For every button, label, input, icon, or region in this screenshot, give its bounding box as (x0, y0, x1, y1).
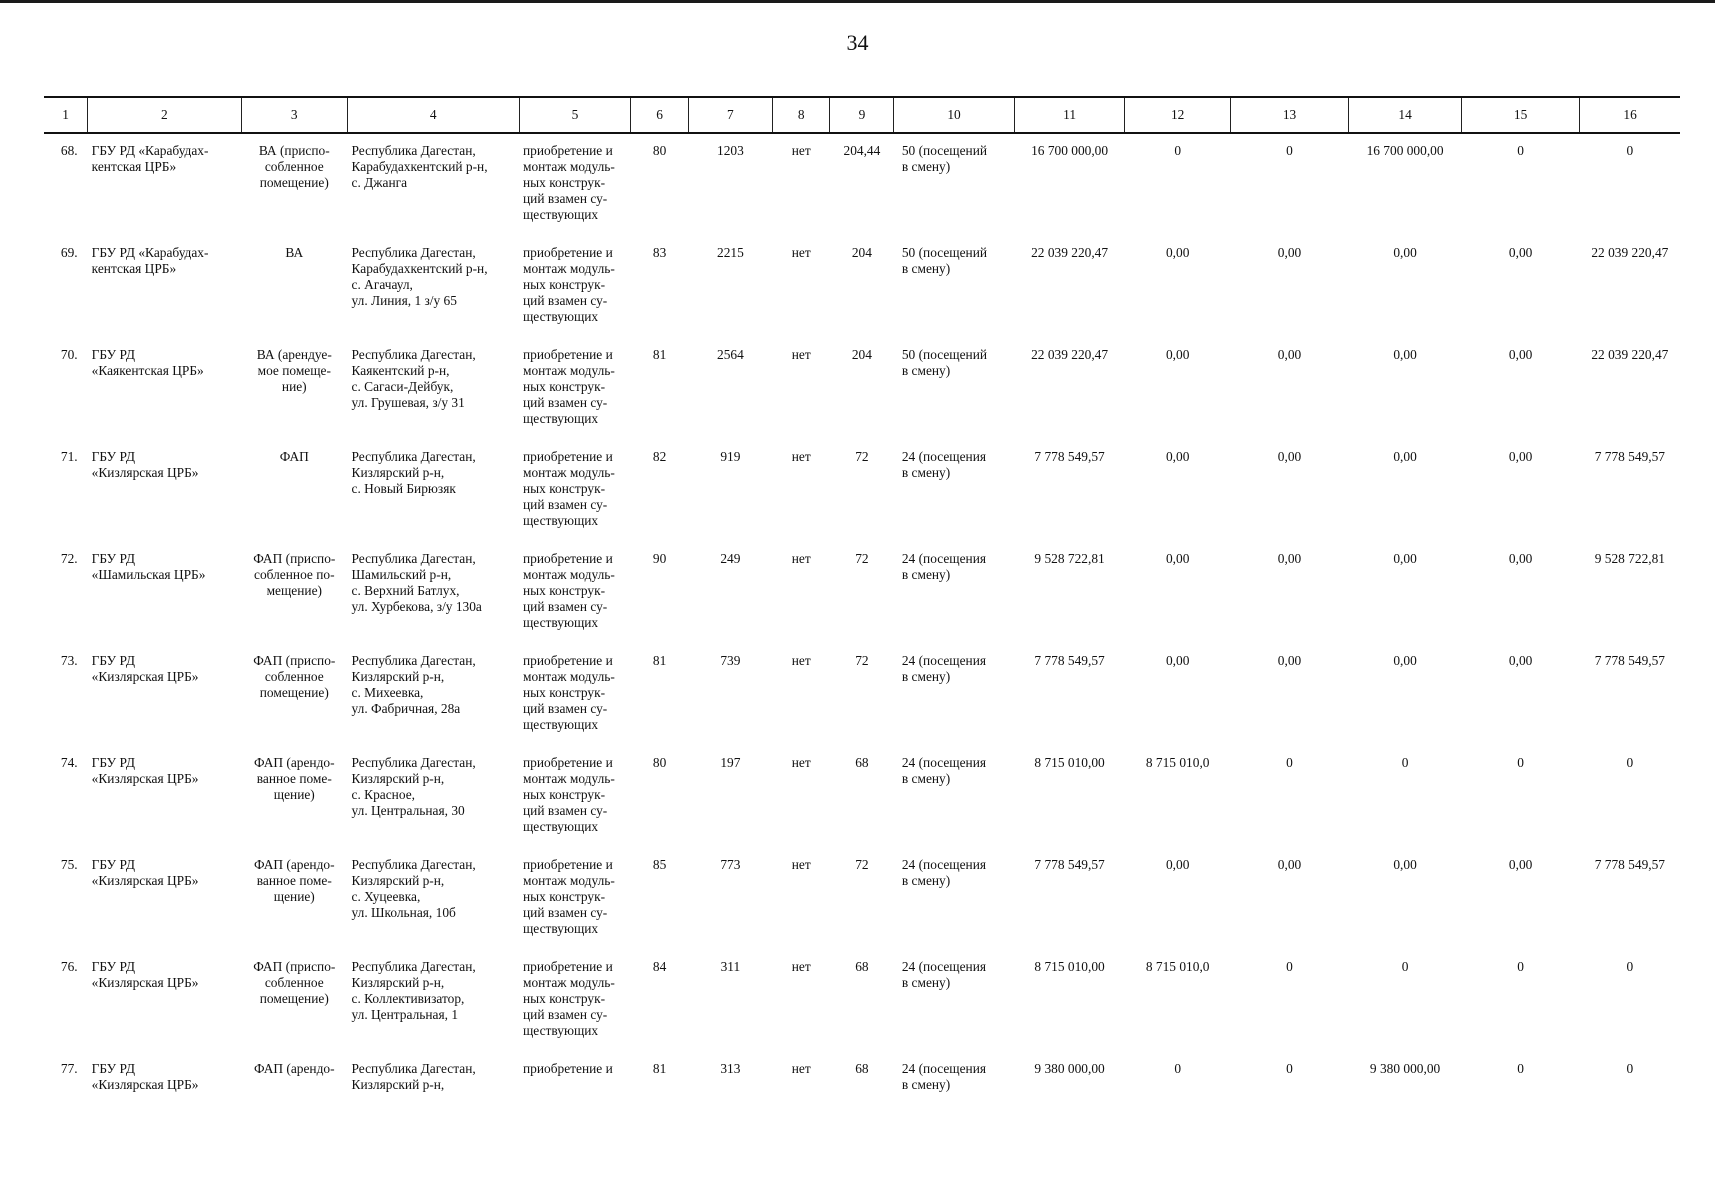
availability: нет (791, 755, 811, 770)
cost-col12: 0,00 (1165, 653, 1190, 668)
cost-col15: 0 (1517, 1061, 1524, 1076)
column-number-11: 11 (1014, 97, 1125, 133)
facility-type: ВА (285, 245, 304, 260)
cost-col14: 0 (1401, 959, 1409, 974)
scan-top-edge (0, 0, 1715, 3)
col9-value: 204 (851, 245, 872, 260)
col6-value: 80 (652, 143, 667, 158)
capacity: 50 (посещений в смену) (901, 245, 988, 276)
cost-col15: 0,00 (1508, 551, 1533, 566)
cost-col14: 0,00 (1393, 245, 1417, 260)
column-number-15: 15 (1462, 97, 1580, 133)
col6-value: 81 (652, 1061, 667, 1076)
institution-name: ГБУ РД «Кизлярская ЦРБ» (91, 857, 199, 888)
col9-value: 72 (855, 857, 869, 872)
total-cost: 9 528 722,81 (1034, 551, 1105, 566)
institution-name: ГБУ РД «Карабудах- кентская ЦРБ» (91, 245, 209, 276)
work-type: приобретение и монтаж модуль- ных конструк- ций взамен су- ществующих (523, 755, 615, 834)
availability: нет (791, 449, 811, 464)
cost-col13: 0 (1286, 1061, 1293, 1076)
cost-col14: 0,00 (1393, 551, 1417, 566)
cost-col13: 0 (1286, 143, 1293, 158)
cost-col16: 0 (1626, 1061, 1634, 1076)
col9-value: 72 (855, 551, 869, 566)
column-number-2: 2 (88, 97, 241, 133)
column-number-row (44, 97, 1680, 133)
cost-col15: 0 (1517, 143, 1524, 158)
address: Республика Дагестан, Кизлярский р-н, с. Коллективизатор, ул. Центральная, 1 (351, 959, 476, 1022)
cost-col15: 0,00 (1508, 245, 1533, 260)
address: Республика Дагестан, Кизлярский р-н, с. Хуцеевка, ул. Школьная, 10б (351, 857, 476, 920)
cost-col13: 0,00 (1277, 551, 1302, 566)
col6-value: 90 (652, 551, 667, 566)
cost-col14: 0,00 (1393, 449, 1417, 464)
table-row (44, 950, 1680, 1052)
availability: нет (791, 653, 811, 668)
cost-col14: 0,00 (1393, 347, 1417, 362)
col7-value: 773 (720, 857, 741, 872)
capacity: 24 (посещения в смену) (901, 551, 987, 582)
work-type: приобретение и монтаж модуль- ных конструк- ций взамен су- ществующих (523, 143, 615, 222)
col6-value: 83 (652, 245, 667, 260)
column-number-7: 7 (688, 97, 772, 133)
table-row (44, 644, 1680, 746)
row-number: 73. (60, 653, 78, 668)
column-number-4: 4 (348, 97, 519, 133)
facility-type: ФАП (приспо- собленное по- мещение) (253, 551, 336, 598)
col7-value: 313 (720, 1061, 741, 1076)
cost-col12: 0,00 (1165, 551, 1190, 566)
institution-name: ГБУ РД «Кизлярская ЦРБ» (91, 755, 199, 786)
column-number-9: 9 (830, 97, 894, 133)
col7-value: 2215 (717, 245, 744, 260)
col7-value: 2564 (717, 347, 744, 362)
work-type: приобретение и монтаж модуль- ных конструк- ций взамен су- ществующих (523, 347, 615, 426)
cost-col12: 8 715 010,0 (1145, 755, 1210, 770)
row-number: 72. (60, 551, 78, 566)
cost-col15: 0 (1517, 755, 1524, 770)
address: Республика Дагестан, Кизлярский р-н, с. Красное, ул. Центральная, 30 (351, 755, 476, 818)
col7-value: 311 (720, 959, 741, 974)
cost-col12: 0,00 (1165, 245, 1190, 260)
row-number: 74. (60, 755, 78, 770)
cost-col13: 0,00 (1277, 347, 1302, 362)
cost-col12: 0 (1174, 143, 1182, 158)
cost-col14: 0,00 (1393, 653, 1417, 668)
col7-value: 919 (720, 449, 741, 464)
cost-col13: 0,00 (1277, 449, 1302, 464)
table-body (44, 133, 1680, 1141)
work-type: приобретение и монтаж модуль- ных конструк- ций взамен су- ществующих (523, 245, 615, 324)
col9-value: 68 (855, 1061, 869, 1076)
col6-value: 81 (652, 347, 667, 362)
column-number-12: 12 (1125, 97, 1230, 133)
column-number-1: 1 (44, 97, 88, 133)
facility-type: ВА (приспо- собленное помещение) (258, 143, 330, 190)
data-table (44, 96, 1680, 1141)
table-row (44, 542, 1680, 644)
cost-col13: 0,00 (1277, 857, 1302, 872)
address: Республика Дагестан, Шамильский р-н, с. Верхний Батлух, ул. Хурбекова, з/у 130а (351, 551, 482, 614)
row-number: 70. (60, 347, 78, 362)
cost-col15: 0,00 (1508, 857, 1533, 872)
capacity: 24 (посещения в смену) (901, 755, 987, 786)
col6-value: 81 (652, 653, 667, 668)
cost-col15: 0,00 (1508, 449, 1533, 464)
col9-value: 72 (855, 449, 869, 464)
col6-value: 80 (652, 755, 667, 770)
cost-col12: 0,00 (1165, 347, 1190, 362)
cost-col16: 22 039 220,47 (1591, 347, 1669, 362)
cost-col14: 0 (1401, 755, 1409, 770)
total-cost: 22 039 220,47 (1031, 245, 1109, 260)
col7-value: 739 (720, 653, 741, 668)
availability: нет (791, 245, 811, 260)
cost-col16: 0 (1626, 959, 1634, 974)
cost-col16: 22 039 220,47 (1591, 245, 1669, 260)
row-number: 71. (60, 449, 78, 464)
cost-col16: 7 778 549,57 (1594, 449, 1666, 464)
col7-value: 249 (720, 551, 741, 566)
work-type: приобретение и монтаж модуль- ных конструк- ций взамен су- ществующих (523, 653, 615, 732)
cost-col12: 0,00 (1165, 857, 1190, 872)
capacity: 24 (посещения в смену) (901, 1061, 987, 1092)
cost-col14: 9 380 000,00 (1369, 1061, 1441, 1076)
cost-col16: 0 (1626, 755, 1634, 770)
facility-type: ФАП (арендо- ванное поме- щение) (253, 857, 335, 904)
facility-type: ФАП (арендо- ванное поме- щение) (253, 755, 335, 802)
capacity: 24 (посещения в смену) (901, 857, 987, 888)
institution-name: ГБУ РД «Кизлярская ЦРБ» (91, 959, 199, 990)
col9-value: 68 (855, 755, 869, 770)
row-number: 68. (60, 143, 78, 158)
cost-col13: 0,00 (1277, 653, 1302, 668)
total-cost: 8 715 010,00 (1034, 755, 1105, 770)
cost-col15: 0 (1517, 959, 1524, 974)
cost-col12: 8 715 010,0 (1145, 959, 1210, 974)
capacity: 24 (посещения в смену) (901, 449, 987, 480)
facility-type: ФАП (арендо- (253, 1061, 335, 1076)
column-number-14: 14 (1349, 97, 1462, 133)
table-row (44, 848, 1680, 950)
total-cost: 22 039 220,47 (1031, 347, 1109, 362)
address: Республика Дагестан, Кизлярский р-н, с. Новый Бирюзяк (351, 449, 476, 496)
facility-type: ФАП (279, 449, 309, 464)
page-number: 34 (846, 30, 869, 55)
cost-col16: 7 778 549,57 (1594, 653, 1666, 668)
address: Республика Дагестан, Каякентский р-н, с. Сагаси-Дейбук, ул. Грушевая, з/у 31 (351, 347, 476, 410)
total-cost: 7 778 549,57 (1034, 449, 1105, 464)
facility-type: ФАП (приспо- собленное помещение) (253, 959, 336, 1006)
table-row (44, 133, 1680, 236)
row-number: 75. (60, 857, 78, 872)
column-number-5: 5 (519, 97, 631, 133)
address: Республика Дагестан, Кизлярский р-н, (351, 1061, 476, 1092)
institution-name: ГБУ РД «Каякентская ЦРБ» (91, 347, 204, 378)
address: Республика Дагестан, Кизлярский р-н, с. Михеевка, ул. Фабричная, 28а (351, 653, 476, 716)
institution-name: ГБУ РД «Шамильская ЦРБ» (91, 551, 206, 582)
col7-value: 197 (720, 755, 741, 770)
cost-col15: 0,00 (1508, 653, 1533, 668)
cost-col13: 0,00 (1277, 245, 1302, 260)
institution-name: ГБУ РД «Кизлярская ЦРБ» (91, 449, 199, 480)
facility-type: ВА (арендуе- мое помеще- ние) (256, 347, 332, 394)
col6-value: 85 (652, 857, 667, 872)
institution-name: ГБУ РД «Карабудах- кентская ЦРБ» (91, 143, 209, 174)
cost-col14: 0,00 (1393, 857, 1417, 872)
institution-name: ГБУ РД «Кизлярская ЦРБ» (91, 653, 199, 684)
col9-value: 72 (855, 653, 869, 668)
institution-name: ГБУ РД «Кизлярская ЦРБ» (91, 1061, 199, 1092)
facility-type: ФАП (приспо- собленное помещение) (253, 653, 336, 700)
col9-value: 68 (855, 959, 869, 974)
column-number-16: 16 (1580, 97, 1680, 133)
work-type: приобретение и монтаж модуль- ных конструк- ций взамен су- ществующих (523, 551, 615, 630)
row-number: 76. (60, 959, 78, 974)
cost-col13: 0 (1286, 755, 1293, 770)
row-number: 77. (60, 1061, 78, 1076)
cost-col15: 0,00 (1508, 347, 1533, 362)
work-type: приобретение и (523, 1061, 613, 1076)
col6-value: 82 (652, 449, 667, 464)
work-type: приобретение и монтаж модуль- ных конструк- ций взамен су- ществующих (523, 959, 615, 1038)
availability: нет (791, 959, 811, 974)
total-cost: 8 715 010,00 (1034, 959, 1105, 974)
availability: нет (791, 143, 811, 158)
address: Республика Дагестан, Карабудахкентский р-н, с. Агачаул, ул. Линия, 1 з/у 65 (351, 245, 488, 308)
col6-value: 84 (652, 959, 667, 974)
total-cost: 7 778 549,57 (1034, 653, 1105, 668)
column-number-3: 3 (241, 97, 348, 133)
cost-col12: 0,00 (1165, 449, 1190, 464)
work-type: приобретение и монтаж модуль- ных конструк- ций взамен су- ществующих (523, 449, 615, 528)
col9-value: 204,44 (843, 143, 881, 158)
capacity: 24 (посещения в смену) (901, 959, 987, 990)
table-row (44, 338, 1680, 440)
column-number-13: 13 (1230, 97, 1348, 133)
table-row (44, 440, 1680, 542)
availability: нет (791, 347, 811, 362)
availability: нет (791, 1061, 811, 1076)
table-row (44, 236, 1680, 338)
table-row (44, 746, 1680, 848)
availability: нет (791, 857, 811, 872)
cost-col14: 16 700 000,00 (1366, 143, 1444, 158)
cost-col12: 0 (1174, 1061, 1182, 1076)
total-cost: 7 778 549,57 (1034, 857, 1105, 872)
total-cost: 9 380 000,00 (1034, 1061, 1105, 1076)
col7-value: 1203 (717, 143, 744, 158)
row-number: 69. (60, 245, 78, 260)
column-number-8: 8 (772, 97, 830, 133)
cost-col16: 0 (1626, 143, 1634, 158)
address: Республика Дагестан, Карабудахкентский р-н, с. Джанга (351, 143, 488, 190)
capacity: 50 (посещений в смену) (901, 347, 988, 378)
column-number-6: 6 (631, 97, 689, 133)
table-row (44, 1052, 1680, 1141)
total-cost: 16 700 000,00 (1031, 143, 1109, 158)
capacity: 24 (посещения в смену) (901, 653, 987, 684)
cost-col16: 7 778 549,57 (1594, 857, 1666, 872)
cost-col16: 9 528 722,81 (1594, 551, 1666, 566)
cost-col13: 0 (1286, 959, 1293, 974)
availability: нет (791, 551, 811, 566)
col9-value: 204 (851, 347, 872, 362)
column-number-10: 10 (894, 97, 1014, 133)
capacity: 50 (посещений в смену) (901, 143, 988, 174)
work-type: приобретение и монтаж модуль- ных конструк- ций взамен су- ществующих (523, 857, 615, 936)
